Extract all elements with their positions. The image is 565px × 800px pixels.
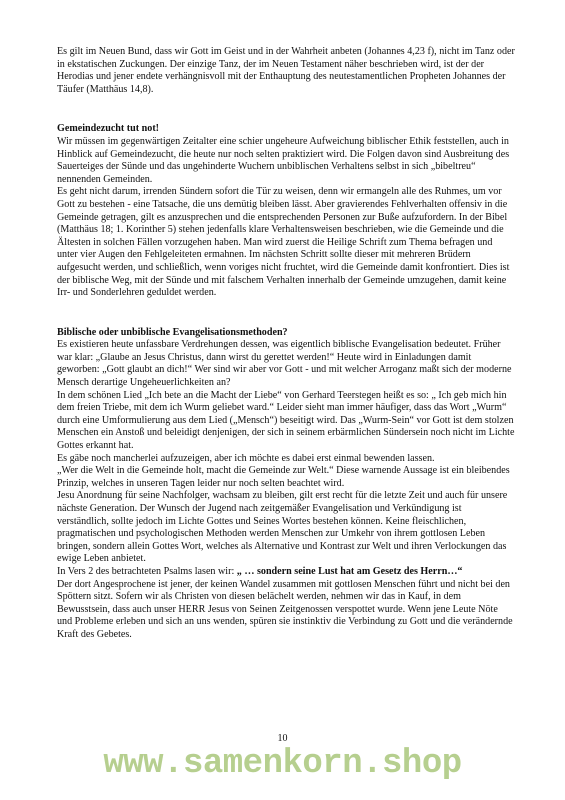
paragraph: Wir müssen im gegenwärtigen Zeitalter eine schier ungeheure Aufweichung biblischer Ethik feststellen, auch in Hinblick auf Gemeindezucht, die heute nur noch selten praktiziert wird. Die Folgen davon sind Ausbreitung des Sauerteiges der Sünde und das ungehinderte Wuchern unbiblischen Verhaltens selbst in sich „bibeltreu“ nennenden Gemeinden. <box>57 135 510 185</box>
paragraph-text: In Vers 2 des betrachteten Psalms lasen wir: <box>57 565 237 577</box>
section-heading: Biblische oder unbiblische Evangelisationsmethoden? <box>57 326 288 338</box>
paragraph: Der dort Angesprochene ist jener, der keinen Wandel zusammen mit gottlosen Menschen führt und nicht bei den Spöttern sitzt. Sofern wir als Christen von diesen belächelt werden, nehmen wir das in Kauf, in dem Bewusstsein, dass auch unser HERR Jesus von Seinen Zeitgenossen verspottet wurde. Wenn jene Leute Nöte und Probleme erleben und sich an uns wenden, spüren sie instinktiv die Verbindung zu Gott und die verändernde Kraft des Gebetes. <box>57 578 513 640</box>
section-gap <box>57 300 515 327</box>
page-body <box>57 46 515 642</box>
section-heading: Gemeindezucht tut not! <box>57 123 160 135</box>
paragraph: „Wer die Welt in die Gemeinde holt, macht die Gemeinde zur Welt.“ Diese warnende Aussage ist ein bleibendes Prinzip, welches in unseren Tagen leider nur noch selten beachtet wird. <box>57 465 510 489</box>
paragraph: Es existieren heute unfassbare Verdrehungen dessen, was eigentlich biblische Evangelisation bedeutet. Früher war klar: „Glaube an Jesus Christus, dann wirst du gerettet werden!“ Heute wird in Einladungen damit geworben: „Gott glaubt an dich!“ Wer sind wir aber vor Gott - und mit welcher Arroganz maßt sich der moderne Mensch derartige Ungeheuerlichkeiten an? <box>57 339 512 389</box>
paragraph: Es geht nicht darum, irrenden Sündern sofort die Tür zu weisen, denn wir ermangeln alle des Ruhmes, um vor Gott zu bestehen - eine Tatsache, die uns demütig bleiben lässt. Aber gravierendes Fehlverhalten offensiv in die Gemeinde getragen, gilt es anzusprechen und die entsprechenden Personen zur Buße aufzufordern. In der Bibel (Matthäus 18; 1. Korinther 5) stehen jedenfalls klare Verhaltensweisen beschrieben, wie die Gemeinde und die Ältesten in solchen Fällen vorzugehen haben. Man wird zuerst die Heilige Schrift zum Thema befragen und unter vier Augen den Fehlgeleiteten ermahnen. Im nächsten Schritt sollte dieser mit mehreren Brüdern aufgesucht werden, und schließlich, wenn voriges nicht fruchtet, wird die Gemeinde damit konfrontiert. Dies ist der biblische Weg, mit der Sünde und mit falschem Verhalten innerhalb der Gemeinde umzugehen, damit keine Irr- und Sonderlehren geduldet werden. <box>57 186 510 299</box>
bold-quote: „ … sondern seine Lust hat am Gesetz des Herrn…“ <box>236 565 463 577</box>
page-number: 10 <box>277 733 288 744</box>
paragraph: Es gäbe noch mancherlei aufzuzeigen, aber ich möchte es dabei erst einmal bewenden lassen. <box>57 452 435 464</box>
paragraph <box>57 566 515 579</box>
paragraph: Es gilt im Neuen Bund, dass wir Gott im Geist und in der Wahrheit anbeten (Johannes 4,23 f), nicht im Tanz oder in ekstatischen Zuckungen. Der einzige Tanz, der im Neuen Testament näher beschrieben wird, ist der der Herodias und jener endete verhängnisvoll mit der Enthauptung des neutestamentlichen Propheten Johannes der Täufer (Matthäus 14,8). <box>57 46 515 95</box>
paragraph: Jesu Anordnung für seine Nachfolger, wachsam zu bleiben, gilt erst recht für die letzte Zeit und auch für unsere nächste Generation. Der Wunsch der Jugend nach zeitgemäßer Evangelisation und Verkündigung ist verständlich, sollte jedoch im Lichte Gottes und Seines Wortes bestehen können. Keine fleischlichen, pragmatischen und psychologischen Methoden werden Menschen zur Umkehr von ihrem gottlosen Leben bringen, sondern allein Gottes Wort, welches als Alternative und Kontrast zur Welt und ihren Verlockungen das ewige Leben anbietet. <box>57 490 508 565</box>
watermark-logo: www.samenkorn.shop <box>103 745 462 783</box>
section-gap <box>57 96 515 123</box>
paragraph: In dem schönen Lied „Ich bete an die Macht der Liebe“ von Gerhard Teerstegen heißt es so: „ Ich geb mich hin dem freien Triebe, mit dem ich Wurm geliebet ward.“ Leider sieht man immer häufiger, dass das Wort „Wurm“ durch eine Umformulierung aus dem Lied („Mensch“) beseitigt wird. Das „Wurm-Sein“ vor Gott ist dem stolzen Menschen ein Anstoß und beleidigt denjenigen, der sich in seinem erbärmlichen Sündersein noch nicht im Lichte Gottes erkannt hat. <box>57 389 515 452</box>
